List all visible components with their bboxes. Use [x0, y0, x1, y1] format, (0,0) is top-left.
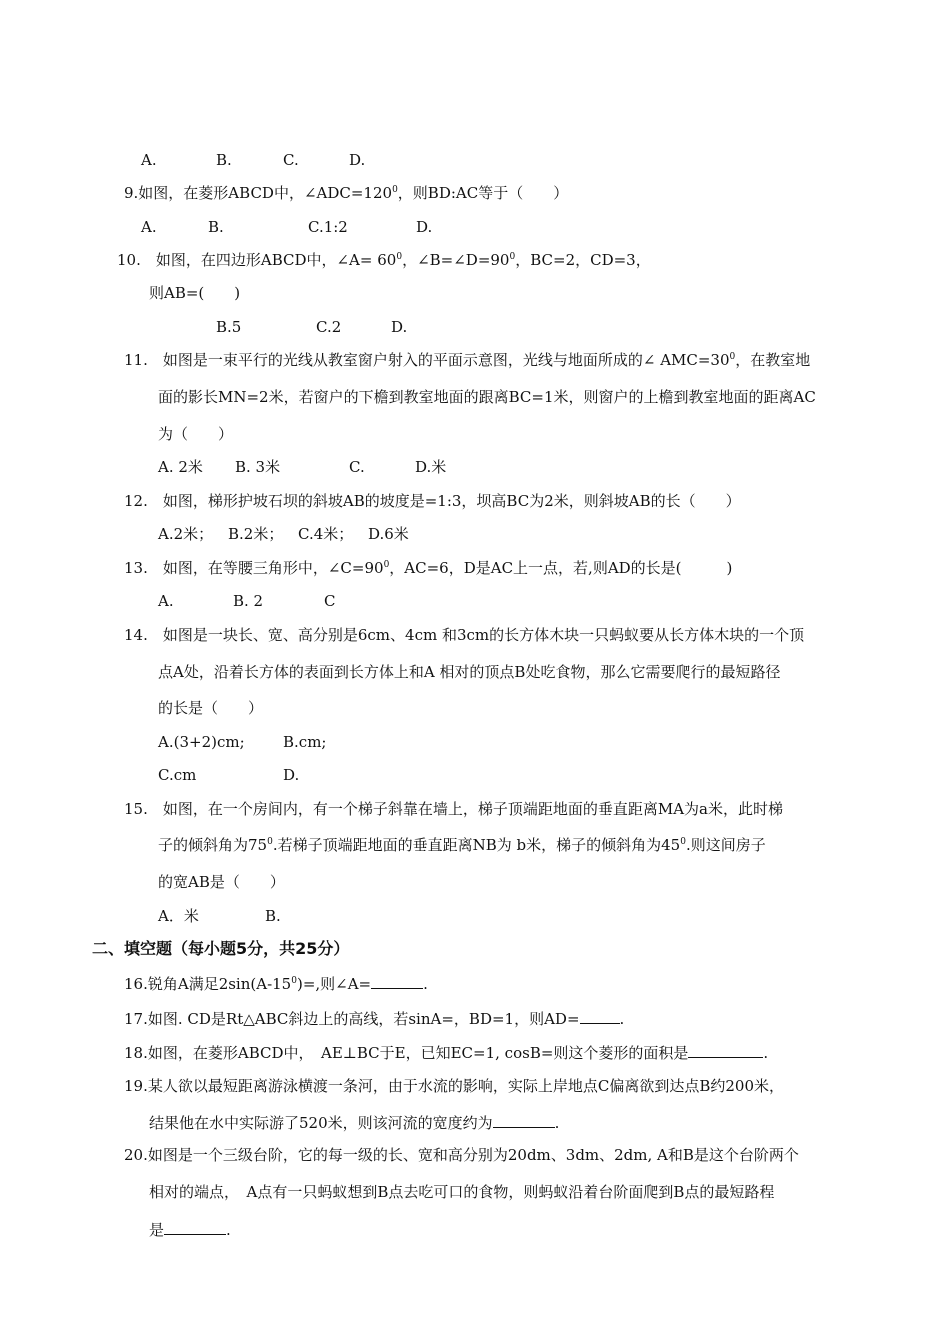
q9-option-b: B.	[208, 218, 224, 236]
q13-option-c: C	[324, 592, 336, 610]
q15-stem: 15. 如图，在一个房间内，有一个梯子斜靠在墙上，梯子顶端距地面的垂直距离MA为a米，此时梯	[124, 800, 783, 818]
q15-stem-line2: 子的倾斜角为$75^0$.若梯子顶端距地面的垂直距离NB为 b米，梯子的倾斜角为$45^0$.则这间房子	[158, 836, 766, 854]
q8-option-b: B.	[216, 151, 232, 169]
q12-option-a: A.2米；	[158, 525, 214, 543]
q11-option-c: C.	[349, 458, 365, 476]
q11-stem: 11. 如图是一束平行的光线从教室窗户射入的平面示意图，光线与地面所成的∠ $AMC=30^0$，在教室地	[124, 351, 811, 369]
q8-option-a: A.	[141, 151, 157, 169]
q11-option-b: B. 3米	[235, 458, 281, 476]
q11-option-a: A. 2米	[158, 458, 203, 476]
section-2-heading: 二、填空题（每小题5分，共25分）	[92, 939, 350, 958]
q20-answer-blank[interactable]	[164, 1219, 226, 1235]
q16-answer-blank[interactable]	[371, 973, 423, 989]
q10-stem: 10. 如图，在四边形ABCD中，∠A= $60^0$，$\angle B=\angle D=90^0$，BC=2，CD=3，	[117, 251, 651, 269]
q19-stem: 19.某人欲以最短距离游泳横渡一条河，由于水流的影响，实际上岸地点C偏离欲到达点B约200米，	[124, 1077, 784, 1095]
q14-stem-line3: 的长是（ ）	[158, 699, 264, 717]
q13-option-b: B. 2	[233, 592, 264, 610]
q10-option-b: B.5	[216, 318, 242, 336]
q14-stem: 14. 如图是一块长、宽、高分别是6cm、4cm 和3cm的长方体木块一只蚂蚁要从长方体木块的一个顶	[124, 626, 805, 644]
q20-stem-line2: 相对的端点， A点有一只蚂蚁想到B点去吃可口的食物，则蚂蚁沿着台阶面爬到B点的最短路程	[149, 1183, 775, 1201]
q11-stem-line3: 为（ ）	[158, 425, 234, 443]
q10-stem-line2: 则AB=( )	[149, 284, 241, 302]
q11-option-d: D.米	[415, 458, 447, 476]
q18-answer-blank[interactable]	[688, 1042, 763, 1058]
q10-option-d: D.	[391, 318, 408, 336]
q12-option-c: C.4米；	[298, 525, 354, 543]
q9-option-c: C.1:2	[308, 218, 348, 236]
q17-stem: 17.如图. CD是Rt△ABC斜边上的高线，若sinA=，BD=1，则AD= .	[124, 1010, 625, 1028]
q14-stem-line2: 点A处，沿着长方体的表面到长方体上和A 相对的顶点B处吃食物，那么它需要爬行的最短路径	[158, 663, 781, 681]
q9-option-d: D.	[416, 218, 433, 236]
q8-option-d: D.	[349, 151, 366, 169]
q9-option-a: A.	[141, 218, 157, 236]
q15-stem-line3: 的宽AB是（ ）	[158, 873, 285, 891]
q20-stem: 20.如图是一个三级台阶，它的每一级的长、宽和高分别为20dm、3dm、2dm, A和B是这个台阶两个	[124, 1146, 799, 1164]
q14-option-a: A.(3+2)cm;	[158, 733, 245, 751]
q16-stem: 16.锐角A满足$2\sin(A-15^0)=$,则∠A= .	[124, 975, 428, 993]
q11-stem-line2: 面的影长MN=2米，若窗户的下檐到教室地面的跟离BC=1米，则窗户的上檐到教室地面的距离AC	[158, 388, 816, 406]
q12-option-b: B.2米；	[228, 525, 284, 543]
q15-option-a: A．米	[158, 907, 199, 925]
q14-option-b: B.cm;	[283, 733, 327, 751]
q13-stem: 13. 如图，在等腰三角形中，$\angle C=90^0$，AC=6，D是AC上一点，若,则AD的长是( )	[124, 559, 733, 577]
q10-option-c: C.2	[316, 318, 342, 336]
q15-option-b: B.	[265, 907, 281, 925]
q8-option-c: C.	[283, 151, 299, 169]
q20-stem-line3: 是 .	[149, 1221, 231, 1239]
q19-stem-line2: 结果他在水中实际游了520米，则该河流的宽度约为 .	[149, 1114, 560, 1132]
q19-answer-blank[interactable]	[493, 1112, 555, 1128]
q14-option-d: D.	[283, 766, 300, 784]
q18-stem: 18.如图，在菱形ABCD中， AE⊥BC于E，已知EC=1, cosB=则这个菱形的面积是 .	[124, 1044, 769, 1062]
q12-stem: 12. 如图，梯形护坡石坝的斜坡AB的坡度是=1:3，坝高BC为2米，则斜坡AB的长（ ）	[124, 492, 741, 510]
q12-option-d: D.6米	[368, 525, 409, 543]
q13-option-a: A.	[158, 592, 174, 610]
q14-option-c: C.cm	[158, 766, 197, 784]
q17-answer-blank[interactable]	[580, 1008, 620, 1024]
q9-stem: 9.如图，在菱形ABCD中，$\angle ADC=120^0$，则BD:AC等于（ ）	[124, 184, 569, 202]
